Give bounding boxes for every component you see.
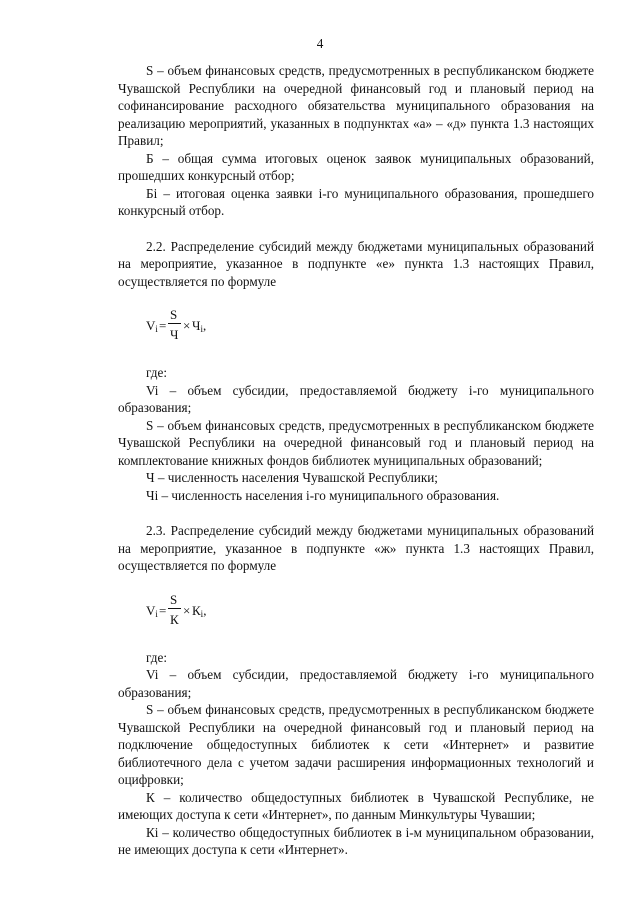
section-2-3-def-k: К – количество общедоступных библиотек в Чувашской Республике, не имеющих доступа к сети «Интернет», по данным Минкультуры Чувашии; — [118, 789, 594, 822]
spacer — [118, 220, 594, 238]
section-2-3-def-s: S – объем финансовых средств, предусмотренных в республиканском бюджете Чувашской Республики на очередной финансовый год и плановый период на подключение общедоступных библиотек к сети «Интернет» и развитие библиотечного дела с учетом задачи расширения информационных технологий и оцифровки; — [118, 702, 594, 787]
page-number: 4 — [316, 36, 324, 51]
section-2-3-text: 2.3. Распределение субсидий между бюджетами муниципальных образований на мероприятие, указанное в подпункте «ж» пункта 1.3 настоящих Правил, осуществляется по формуле — [118, 523, 594, 573]
section-2-2-where: где: — [146, 365, 167, 380]
fraction-bar — [168, 608, 181, 609]
formula-denominator: К — [170, 611, 179, 627]
section-2-2-text: 2.2. Распределение субсидий между бюджетами муниципальных образований на мероприятие, указанное в подпункте «е» пункта 1.3 настоящих Правил, осуществляется по формуле — [118, 238, 594, 289]
section-2-3-where: где: — [146, 649, 167, 665]
section-2-2-def-v: Vi – объем субсидии, предоставляемой бюджету i-го муниципального образования; — [118, 382, 594, 415]
formula-2-2 — [146, 304, 594, 348]
formula-2-3 — [146, 589, 594, 633]
definition-b-total: Б – общая сумма итоговых оценок заявок муниципальных образований, прошедших конкурсный отбор; — [118, 150, 594, 183]
formula-rhs: $Ч_i$, — [192, 318, 207, 334]
formula-numerator: S — [170, 307, 178, 322]
formula-equals: = — [159, 602, 167, 618]
formula-numerator: S — [170, 591, 178, 607]
formula-denominator: Ч — [170, 327, 179, 342]
definition-b-i: Бi – итоговая оценка заявки i-го муниципального образования, прошедшего конкурсный отбор. — [118, 185, 594, 218]
formula-lhs: $V_i$ — [146, 318, 158, 334]
section-2-3-def-k-i: Кi – количество общедоступных библиотек в i-м муниципальном образовании, не имеющих доступа к сети «Интернет». — [118, 824, 594, 857]
definition-s-total: S – объем финансовых средств, предусмотренных в республиканском бюджете Чувашской Республики на очередной финансовый год и плановый период на софинансирование расходного обязательства муниципального образования на реализацию мероприятий, указанных в подпунктах «а» – «д» пункта 1.3 настоящих Правил; — [118, 63, 594, 148]
section-2-2-def-ch-i: Чi – численность населения i-го муниципального образования. — [146, 487, 500, 503]
section-2-2-def-ch: Ч – численность населения Чувашской Республики; — [146, 470, 438, 485]
formula-times: × — [183, 602, 191, 618]
fraction-bar — [168, 323, 181, 324]
section-2-2-def-s: S – объем финансовых средств, предусмотренных в республиканском бюджете Чувашской Республики на очередной финансовый год и плановый период на комплектование книжных фондов библиотек муниципальных образований; — [118, 417, 594, 468]
section-2-3-def-v: Vi – объем субсидии, предоставляемой бюджету i-го муниципального образования; — [118, 667, 594, 700]
formula-equals: = — [159, 318, 167, 333]
spacer — [118, 504, 594, 522]
formula-lhs: $V_i$ — [146, 602, 158, 619]
formula-rhs: $К_i$, — [192, 602, 207, 619]
document-body — [118, 62, 594, 859]
formula-times: × — [183, 318, 191, 333]
